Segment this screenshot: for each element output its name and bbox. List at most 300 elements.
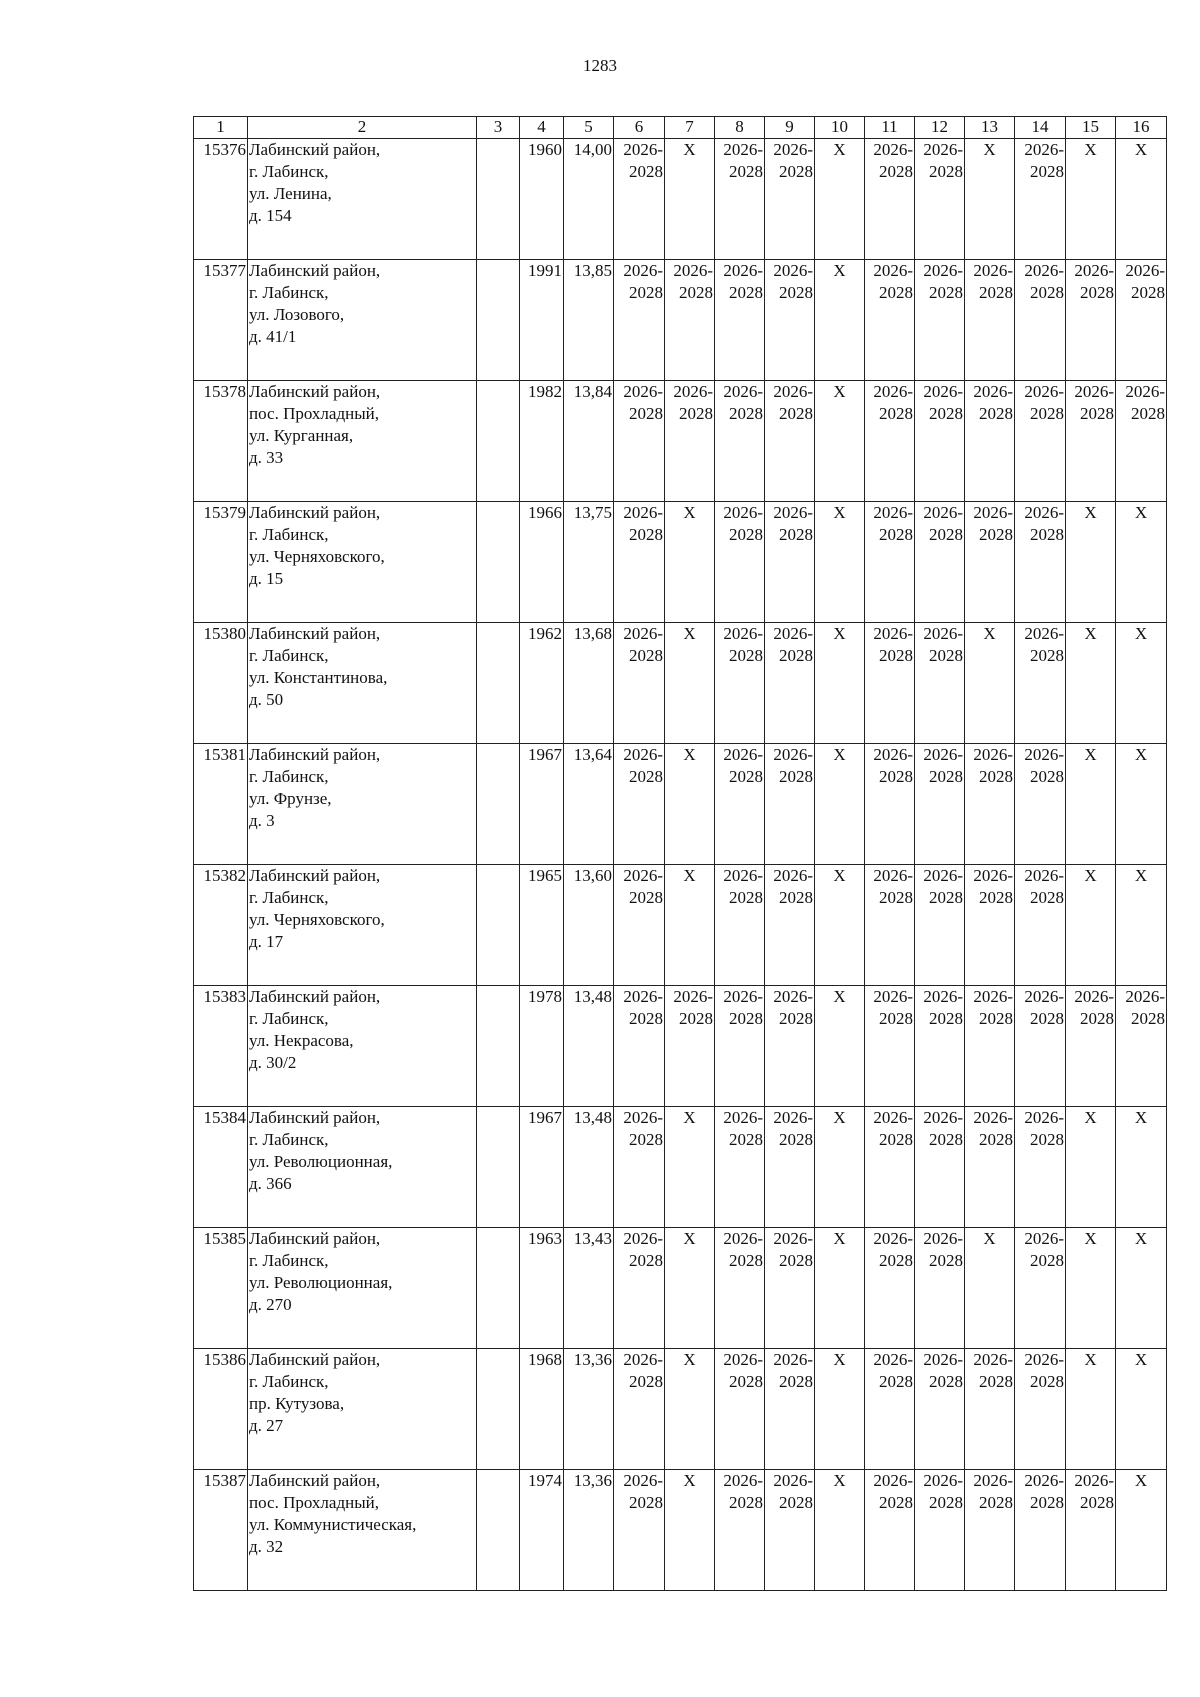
period-cell (1116, 986, 1167, 1107)
period-part: 2026- (773, 987, 813, 1006)
period-part: 2026- (873, 987, 913, 1006)
column-header: 6 (614, 117, 665, 139)
period-part: 2028 (729, 646, 763, 665)
period-cell (915, 139, 965, 260)
period-part: 2028 (779, 404, 813, 423)
period-part: 2026- (923, 624, 963, 643)
record-number: 15381 (194, 744, 248, 865)
column-header: 13 (965, 117, 1015, 139)
period-cell: X (815, 1107, 865, 1228)
year-built-cell: 1968 (520, 1349, 564, 1470)
period-part: 2028 (979, 1493, 1013, 1512)
column-header: 12 (915, 117, 965, 139)
period-cell (865, 139, 915, 260)
address-line: д. 270 (249, 1295, 292, 1314)
address-line: ул. Черняховского, (249, 910, 385, 929)
period-part: 2028 (1080, 404, 1114, 423)
period-part: 2026- (1024, 866, 1064, 885)
period-part: 2026- (973, 1350, 1013, 1369)
period-part: 2028 (629, 1493, 663, 1512)
table-row (194, 623, 1167, 744)
period-part: 2026- (973, 866, 1013, 885)
period-part: 2026- (623, 624, 663, 643)
address-line: ул. Коммунистическая, (249, 1515, 417, 1534)
period-part: 2026- (623, 1108, 663, 1127)
year-built-cell: 1960 (520, 139, 564, 260)
period-part: 2026- (623, 261, 663, 280)
period-cell (1066, 260, 1116, 381)
housing-register-table (193, 116, 1167, 1591)
record-number: 15378 (194, 381, 248, 502)
address-line: д. 33 (249, 448, 284, 467)
address-line: Лабинский район, (249, 140, 381, 159)
period-cell: X (665, 865, 715, 986)
period-cell: X (815, 865, 865, 986)
period-part: 2028 (979, 1130, 1013, 1149)
period-cell (765, 260, 815, 381)
period-part: 2028 (1030, 1372, 1064, 1391)
period-part: 2028 (729, 1251, 763, 1270)
period-part: 2028 (979, 1009, 1013, 1028)
period-part: 2026- (873, 745, 913, 764)
period-cell (1015, 1470, 1066, 1591)
period-part: 2028 (879, 1009, 913, 1028)
address-line: д. 3 (249, 811, 275, 830)
period-part: 2028 (879, 646, 913, 665)
period-cell (1015, 139, 1066, 260)
column-header: 15 (1066, 117, 1116, 139)
period-part: 2028 (1131, 283, 1165, 302)
period-part: 2028 (629, 283, 663, 302)
period-part: 2028 (929, 767, 963, 786)
period-cell (765, 1107, 815, 1228)
period-cell (765, 1349, 815, 1470)
period-part: 2026- (673, 987, 713, 1006)
address-cell (248, 744, 477, 865)
period-part: 2026- (673, 261, 713, 280)
period-part: 2026- (873, 1350, 913, 1369)
period-cell (1015, 986, 1066, 1107)
period-cell (865, 502, 915, 623)
period-part: 2026- (973, 261, 1013, 280)
area-value-cell: 13,36 (564, 1349, 614, 1470)
period-part: 2026- (1024, 261, 1064, 280)
period-cell (865, 623, 915, 744)
record-number: 15377 (194, 260, 248, 381)
period-part: 2028 (779, 1009, 813, 1028)
period-cell: X (965, 139, 1015, 260)
period-cell (765, 1470, 815, 1591)
address-line: ул. Некрасова, (249, 1031, 354, 1050)
period-cell (915, 865, 965, 986)
period-part: 2028 (1030, 162, 1064, 181)
period-part: 2026- (1074, 1471, 1114, 1490)
period-cell (965, 986, 1015, 1107)
area-value-cell: 13,43 (564, 1228, 614, 1349)
address-line: д. 366 (249, 1174, 292, 1193)
period-cell (765, 986, 815, 1107)
period-part: 2028 (1030, 1493, 1064, 1512)
period-cell (1015, 865, 1066, 986)
period-cell (614, 1349, 665, 1470)
period-part: 2028 (729, 525, 763, 544)
period-part: 2028 (629, 1251, 663, 1270)
table-row (194, 1349, 1167, 1470)
period-cell (865, 865, 915, 986)
period-cell (665, 260, 715, 381)
period-part: 2026- (623, 1229, 663, 1248)
period-cell: X (1066, 744, 1116, 865)
year-built-cell: 1991 (520, 260, 564, 381)
address-cell (248, 1349, 477, 1470)
period-part: 2026- (973, 987, 1013, 1006)
address-line: ул. Курганная, (249, 426, 354, 445)
period-part: 2026- (773, 1350, 813, 1369)
period-cell (1116, 260, 1167, 381)
period-cell (915, 381, 965, 502)
year-built-cell: 1982 (520, 381, 564, 502)
period-cell (965, 260, 1015, 381)
address-line: ул. Лозового, (249, 305, 345, 324)
table-row (194, 1228, 1167, 1349)
period-cell (715, 381, 765, 502)
period-part: 2028 (779, 767, 813, 786)
period-part: 2028 (779, 283, 813, 302)
period-part: 2028 (879, 404, 913, 423)
period-part: 2028 (729, 404, 763, 423)
period-cell: X (815, 1349, 865, 1470)
period-cell: X (665, 1470, 715, 1591)
table-row (194, 381, 1167, 502)
period-cell (614, 1107, 665, 1228)
period-part: 2028 (779, 1130, 813, 1149)
period-part: 2026- (1024, 382, 1064, 401)
address-line: ул. Константинова, (249, 668, 388, 687)
address-cell (248, 1107, 477, 1228)
period-part: 2026- (923, 503, 963, 522)
period-part: 2026- (773, 745, 813, 764)
period-part: 2026- (773, 624, 813, 643)
period-cell (1015, 381, 1066, 502)
page-number: 1283 (583, 56, 617, 75)
address-line: Лабинский район, (249, 261, 381, 280)
period-cell (915, 1470, 965, 1591)
address-line: д. 41/1 (249, 327, 297, 346)
period-cell (965, 381, 1015, 502)
period-cell (715, 623, 765, 744)
period-part: 2028 (879, 1251, 913, 1270)
period-part: 2026- (873, 1471, 913, 1490)
column-3-cell (477, 1107, 520, 1228)
period-part: 2026- (1024, 503, 1064, 522)
period-part: 2026- (923, 1108, 963, 1127)
period-part: 2026- (623, 745, 663, 764)
period-cell (765, 865, 815, 986)
record-number: 15385 (194, 1228, 248, 1349)
period-cell: X (665, 1228, 715, 1349)
period-part: 2026- (923, 987, 963, 1006)
period-cell: X (1066, 139, 1116, 260)
period-cell: X (1116, 744, 1167, 865)
area-value-cell: 13,48 (564, 986, 614, 1107)
area-value-cell: 13,36 (564, 1470, 614, 1591)
period-part: 2028 (629, 162, 663, 181)
period-cell: X (815, 139, 865, 260)
column-3-cell (477, 986, 520, 1107)
address-line: г. Лабинск, (249, 525, 329, 544)
period-cell (765, 381, 815, 502)
column-3-cell (477, 1349, 520, 1470)
address-line: Лабинский район, (249, 1108, 381, 1127)
period-part: 2026- (873, 866, 913, 885)
period-cell: X (1116, 1228, 1167, 1349)
period-cell: X (1116, 623, 1167, 744)
year-built-cell: 1963 (520, 1228, 564, 1349)
area-value-cell: 14,00 (564, 139, 614, 260)
period-cell: X (815, 986, 865, 1107)
period-part: 2026- (723, 987, 763, 1006)
period-part: 2028 (1030, 1251, 1064, 1270)
period-part: 2028 (629, 888, 663, 907)
period-cell: X (1066, 502, 1116, 623)
period-cell (1066, 986, 1116, 1107)
period-part: 2026- (1074, 987, 1114, 1006)
period-cell (915, 260, 965, 381)
column-header: 9 (765, 117, 815, 139)
address-cell (248, 986, 477, 1107)
period-cell: X (1116, 1349, 1167, 1470)
period-part: 2026- (923, 1229, 963, 1248)
period-part: 2028 (729, 888, 763, 907)
year-built-cell: 1967 (520, 1107, 564, 1228)
period-cell (614, 744, 665, 865)
period-part: 2026- (623, 382, 663, 401)
period-cell (715, 1349, 765, 1470)
period-part: 2026- (723, 866, 763, 885)
column-header: 4 (520, 117, 564, 139)
column-3-cell (477, 381, 520, 502)
period-part: 2026- (1024, 140, 1064, 159)
year-built-cell: 1974 (520, 1470, 564, 1591)
period-part: 2028 (779, 1372, 813, 1391)
period-part: 2028 (929, 162, 963, 181)
period-part: 2028 (1030, 888, 1064, 907)
address-line: г. Лабинск, (249, 1130, 329, 1149)
period-cell (715, 502, 765, 623)
table-row (194, 139, 1167, 260)
period-cell (965, 1107, 1015, 1228)
period-cell: X (665, 1349, 715, 1470)
period-part: 2028 (1030, 525, 1064, 544)
period-part: 2026- (873, 503, 913, 522)
period-cell (915, 744, 965, 865)
period-cell (614, 986, 665, 1107)
period-cell: X (665, 744, 715, 865)
column-3-cell (477, 260, 520, 381)
period-cell (765, 502, 815, 623)
period-cell (715, 260, 765, 381)
period-part: 2028 (629, 646, 663, 665)
period-part: 2026- (873, 1108, 913, 1127)
area-value-cell: 13,68 (564, 623, 614, 744)
address-line: д. 50 (249, 690, 284, 709)
address-line: Лабинский район, (249, 382, 381, 401)
address-line: Лабинский район, (249, 1350, 381, 1369)
address-line: Лабинский район, (249, 1471, 381, 1490)
address-line: г. Лабинск, (249, 646, 329, 665)
area-value-cell: 13,85 (564, 260, 614, 381)
period-part: 2026- (623, 987, 663, 1006)
table-row (194, 502, 1167, 623)
period-cell: X (815, 502, 865, 623)
period-part: 2028 (929, 1493, 963, 1512)
period-part: 2026- (623, 1471, 663, 1490)
address-line: г. Лабинск, (249, 767, 329, 786)
period-cell (715, 986, 765, 1107)
address-line: д. 15 (249, 569, 284, 588)
period-part: 2026- (1024, 1108, 1064, 1127)
period-cell (865, 260, 915, 381)
period-part: 2028 (679, 404, 713, 423)
address-line: ул. Фрунзе, (249, 789, 332, 808)
period-cell: X (965, 623, 1015, 744)
period-part: 2028 (879, 1372, 913, 1391)
period-part: 2026- (873, 382, 913, 401)
address-line: д. 32 (249, 1537, 284, 1556)
period-part: 2028 (929, 888, 963, 907)
period-part: 2026- (973, 1108, 1013, 1127)
address-line: ул. Ленина, (249, 184, 332, 203)
period-cell: X (1066, 1349, 1116, 1470)
period-cell (1015, 260, 1066, 381)
period-part: 2026- (873, 261, 913, 280)
table-row (194, 865, 1167, 986)
period-part: 2028 (779, 646, 813, 665)
period-part: 2026- (723, 1350, 763, 1369)
period-cell: X (665, 139, 715, 260)
period-cell: X (665, 502, 715, 623)
period-cell (614, 381, 665, 502)
address-line: пос. Прохладный, (249, 1493, 379, 1512)
period-part: 2028 (1030, 1130, 1064, 1149)
period-cell (865, 744, 915, 865)
period-part: 2026- (1024, 1229, 1064, 1248)
period-part: 2028 (729, 162, 763, 181)
period-part: 2028 (679, 283, 713, 302)
table-row (194, 260, 1167, 381)
column-header: 11 (865, 117, 915, 139)
column-3-cell (477, 865, 520, 986)
period-cell (715, 139, 765, 260)
column-3-cell (477, 139, 520, 260)
period-cell: X (1066, 1107, 1116, 1228)
period-part: 2026- (773, 261, 813, 280)
period-part: 2028 (729, 283, 763, 302)
table-row (194, 1470, 1167, 1591)
address-cell (248, 381, 477, 502)
table-row (194, 744, 1167, 865)
period-part: 2026- (923, 745, 963, 764)
period-cell (1015, 1349, 1066, 1470)
period-cell (915, 623, 965, 744)
address-cell (248, 1470, 477, 1591)
period-part: 2028 (1030, 767, 1064, 786)
period-part: 2026- (623, 140, 663, 159)
period-part: 2028 (879, 283, 913, 302)
period-part: 2026- (723, 1471, 763, 1490)
address-line: пр. Кутузова, (249, 1394, 345, 1413)
period-part: 2028 (629, 767, 663, 786)
record-number: 15380 (194, 623, 248, 744)
record-number: 15382 (194, 865, 248, 986)
period-part: 2028 (1030, 646, 1064, 665)
period-cell: X (965, 1228, 1015, 1349)
record-number: 15386 (194, 1349, 248, 1470)
address-line: ул. Революционная, (249, 1152, 393, 1171)
period-part: 2028 (779, 162, 813, 181)
area-value-cell: 13,84 (564, 381, 614, 502)
period-part: 2028 (729, 1009, 763, 1028)
period-cell: X (815, 744, 865, 865)
period-cell (1066, 1470, 1116, 1591)
period-cell (915, 1228, 965, 1349)
period-cell (965, 1470, 1015, 1591)
address-line: г. Лабинск, (249, 1372, 329, 1391)
table-body (194, 139, 1167, 1591)
period-cell (865, 986, 915, 1107)
period-cell (965, 1349, 1015, 1470)
period-part: 2028 (1030, 1009, 1064, 1028)
column-3-cell (477, 744, 520, 865)
period-part: 2028 (879, 1493, 913, 1512)
record-number: 15379 (194, 502, 248, 623)
period-part: 2028 (1030, 404, 1064, 423)
period-part: 2028 (1080, 1009, 1114, 1028)
period-cell: X (665, 1107, 715, 1228)
period-part: 2026- (773, 503, 813, 522)
address-line: Лабинский район, (249, 1229, 381, 1248)
period-cell (1015, 1107, 1066, 1228)
period-cell (614, 502, 665, 623)
address-line: г. Лабинск, (249, 1009, 329, 1028)
period-part: 2026- (923, 1471, 963, 1490)
period-cell: X (815, 1470, 865, 1591)
year-built-cell: 1967 (520, 744, 564, 865)
address-line: Лабинский район, (249, 866, 381, 885)
record-number: 15376 (194, 139, 248, 260)
year-built-cell: 1966 (520, 502, 564, 623)
table-row (194, 1107, 1167, 1228)
year-built-cell: 1962 (520, 623, 564, 744)
address-line: д. 27 (249, 1416, 284, 1435)
column-header: 7 (665, 117, 715, 139)
period-part: 2028 (779, 888, 813, 907)
period-part: 2026- (673, 382, 713, 401)
period-cell: X (1066, 1228, 1116, 1349)
period-part: 2026- (1024, 1350, 1064, 1369)
period-part: 2026- (973, 1471, 1013, 1490)
period-cell (765, 623, 815, 744)
period-cell (715, 1228, 765, 1349)
period-part: 2026- (623, 1350, 663, 1369)
period-part: 2026- (773, 382, 813, 401)
period-part: 2026- (923, 1350, 963, 1369)
address-line: Лабинский район, (249, 624, 381, 643)
period-part: 2028 (1080, 283, 1114, 302)
period-part: 2026- (723, 140, 763, 159)
address-cell (248, 1228, 477, 1349)
period-part: 2028 (629, 1009, 663, 1028)
